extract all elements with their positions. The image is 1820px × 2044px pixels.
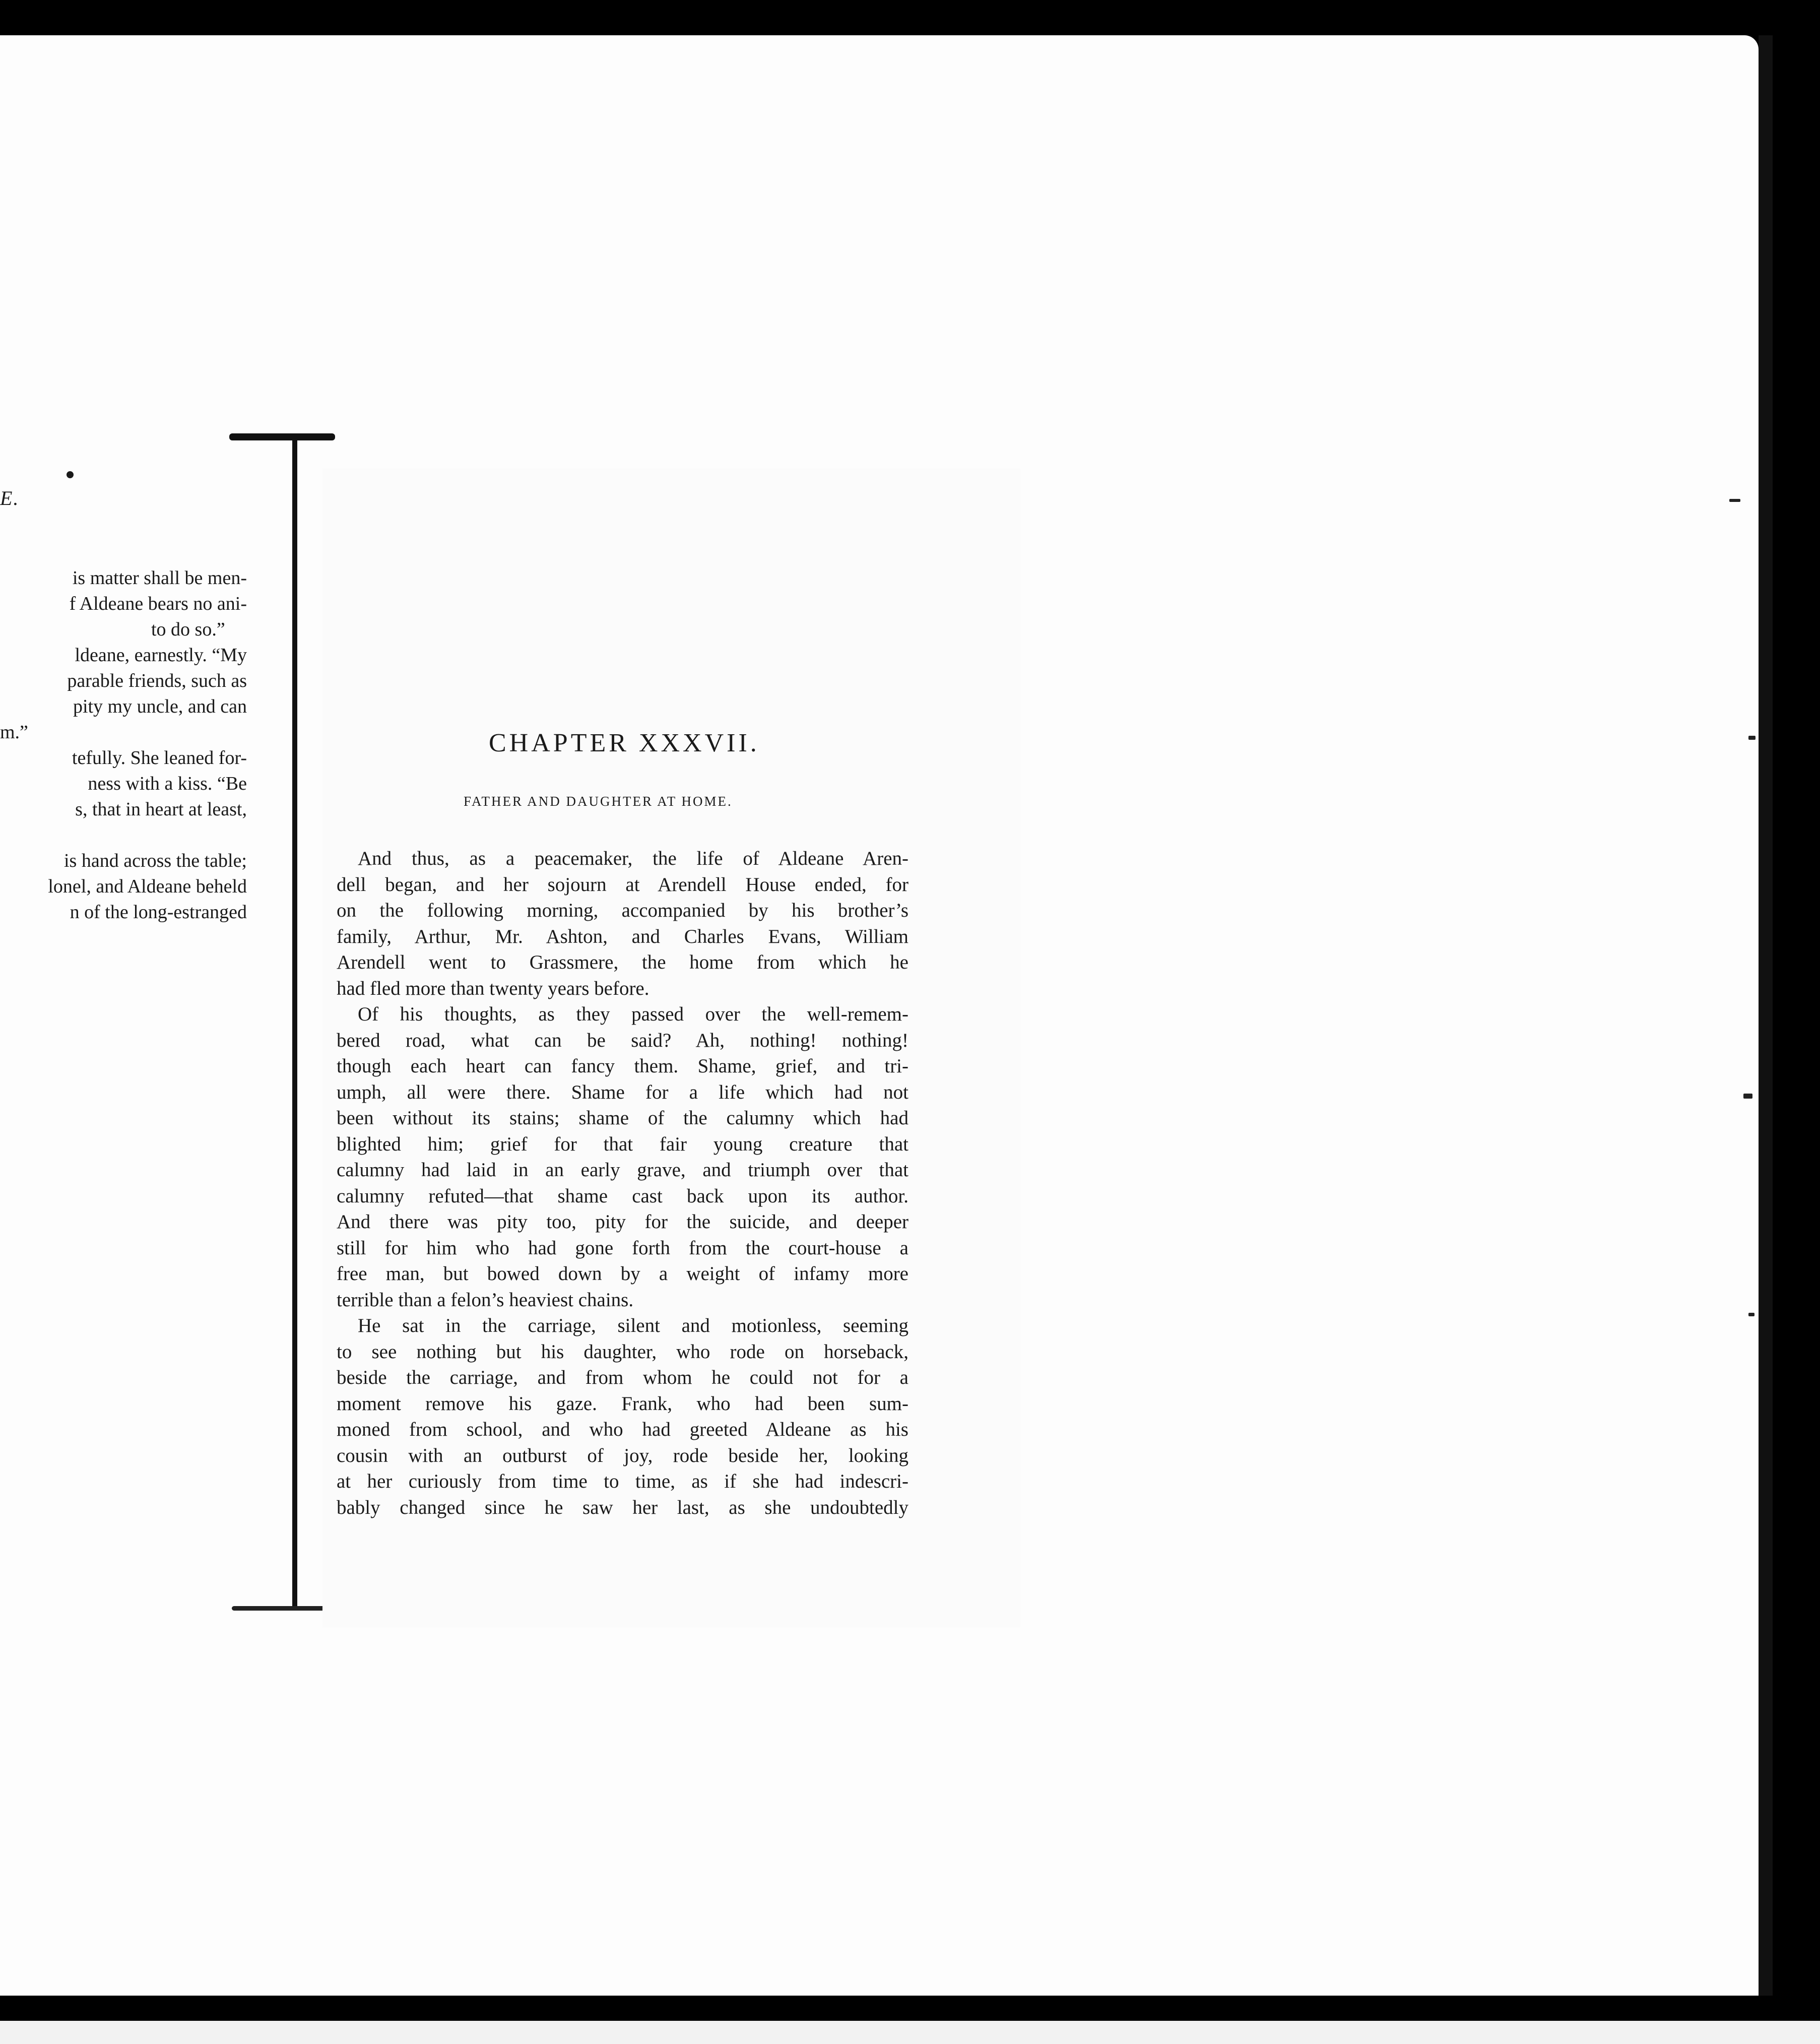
text-line: n of the long-estranged	[70, 902, 247, 923]
scan-speck	[1729, 499, 1740, 502]
text-line: family, Arthur, Mr. Ashton, and Charles Evans, William	[337, 925, 908, 947]
text-line: to do so.”	[151, 619, 225, 640]
text-line: calumny had laid in an early grave, and triumph over that	[337, 1159, 908, 1181]
text-line: pity my uncle, and can	[73, 696, 247, 717]
scan-bottom-strip	[0, 2021, 1820, 2044]
text-line: lonel, and Aldeane beheld	[48, 876, 247, 897]
text-line: s, that in heart at least,	[75, 799, 247, 820]
scan-speck	[1743, 1094, 1752, 1099]
text-line: Of his thoughts, as they passed over the well-remem-	[358, 1003, 908, 1025]
gutter-bracket-top	[229, 433, 335, 440]
text-line: free man, but bowed down by a weight of infamy more	[337, 1263, 908, 1285]
text-line: parable friends, such as	[67, 670, 247, 691]
text-line: still for him who had gone forth from the court-house a	[337, 1237, 908, 1259]
text-line: been without its stains; shame of the calumny which had	[337, 1107, 908, 1129]
scanned-page	[0, 35, 1759, 1996]
scan-speck	[1748, 1313, 1754, 1316]
text-line: And there was pity too, pity for the suicide, and deeper	[337, 1211, 908, 1233]
previous-page-text	[0, 565, 247, 925]
text-line: He sat in the carriage, silent and motionless, seeming	[358, 1315, 908, 1336]
text-line: moment remove his gaze. Frank, who had been sum-	[337, 1392, 908, 1415]
ink-dot	[67, 471, 74, 478]
chapter-subtitle: FATHER AND DAUGHTER AT HOME.	[464, 794, 733, 809]
text-line: to see nothing but his daughter, who rode on horseback,	[337, 1340, 908, 1363]
chapter-body	[337, 846, 908, 1520]
text-line: f Aldeane bears no ani-	[69, 593, 247, 614]
text-line: bered road, what can be said? Ah, nothing! nothing!	[337, 1029, 908, 1051]
text-line: had fled more than twenty years before.	[337, 977, 649, 999]
text-line: tefully. She leaned for-	[72, 747, 247, 769]
text-line: blighted him; grief for that fair young creature that	[337, 1133, 908, 1155]
text-line: umph, all were there. Shame for a life which had not	[337, 1081, 908, 1103]
text-line: is matter shall be men-	[72, 567, 247, 589]
text-line: beside the carriage, and from whom he could not for a	[337, 1367, 908, 1388]
running-head: E.	[0, 487, 20, 509]
text-line: at her curiously from time to time, as if she had indescri-	[337, 1471, 908, 1492]
text-line: moned from school, and who had greeted Aldeane as his	[337, 1419, 908, 1440]
text-line: Arendell went to Grassmere, the home from which he	[337, 951, 908, 973]
text-line: ldeane, earnestly. “My	[75, 645, 247, 666]
text-line: is hand across the table;	[63, 850, 247, 871]
text-line: m.”	[0, 722, 28, 743]
scan-speck	[1748, 736, 1756, 740]
text-line: though each heart can fancy them. Shame, grief, and tri-	[337, 1055, 908, 1077]
chapter-page	[322, 469, 1020, 1628]
scan-edge	[1759, 35, 1773, 1996]
text-line: And thus, as a peacemaker, the life of Aldeane Aren-	[358, 848, 908, 869]
text-line: cousin with an outburst of joy, rode beside her, looking	[337, 1444, 908, 1466]
text-line: on the following morning, accompanied by his brother’s	[337, 900, 908, 921]
text-line: ness with a kiss. “Be	[88, 773, 247, 794]
text-line	[0, 822, 247, 848]
text-line: bably changed since he saw her last, as she undoubtedly	[337, 1496, 908, 1518]
previous-page-fragment	[0, 35, 262, 1996]
text-line: calumny refuted—that shame cast back upon its author.	[337, 1185, 908, 1207]
text-line: dell began, and her sojourn at Arendell House ended, for	[337, 873, 908, 896]
gutter-bracket	[292, 438, 297, 1608]
text-line: terrible than a felon’s heaviest chains.	[337, 1289, 634, 1311]
chapter-title: CHAPTER XXXVII.	[489, 729, 760, 757]
